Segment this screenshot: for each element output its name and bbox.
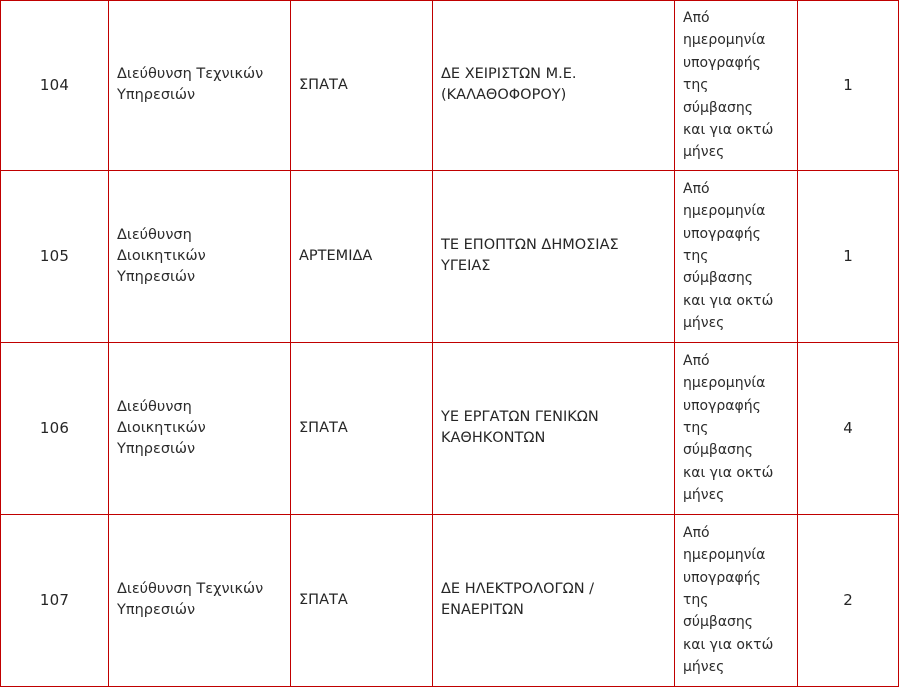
table-row bbox=[1, 1, 899, 171]
row-department: Διεύθυνση Διοικητικών Υπηρεσιών bbox=[109, 170, 291, 342]
duration-line: ημερομηνία bbox=[683, 32, 766, 49]
duration-line: μήνες bbox=[683, 487, 725, 504]
duration-line: ημερομηνία bbox=[683, 375, 766, 392]
row-code: 104 bbox=[1, 1, 109, 171]
row-specialty: ΥΕ ΕΡΓΑΤΩΝ ΓΕΝΙΚΩΝ ΚΑΘΗΚΟΝΤΩΝ bbox=[433, 342, 675, 514]
row-positions: 4 bbox=[798, 342, 899, 514]
row-duration bbox=[675, 342, 798, 514]
duration-line: Από bbox=[683, 10, 710, 26]
duration-line: σύμβασης bbox=[683, 614, 754, 631]
duration-line: και για οκτώ bbox=[683, 464, 774, 481]
row-specialty: ΔΕ ΗΛΕΚΤΡΟΛΟΓΩΝ / ΕΝΑΕΡΙΤΩΝ bbox=[433, 514, 675, 686]
row-location: ΣΠΑΤΑ bbox=[291, 514, 433, 686]
row-department: Διεύθυνση Διοικητικών Υπηρεσιών bbox=[109, 342, 291, 514]
duration-line: και για οκτώ bbox=[683, 292, 774, 309]
row-department: Διεύθυνση Τεχνικών Υπηρεσιών bbox=[109, 1, 291, 171]
row-location: ΣΠΑΤΑ bbox=[291, 342, 433, 514]
duration-line: μήνες bbox=[683, 659, 725, 676]
duration-line: και για οκτώ bbox=[683, 121, 774, 138]
table-row bbox=[1, 342, 899, 514]
row-positions: 1 bbox=[798, 1, 899, 171]
row-location: ΣΠΑΤΑ bbox=[291, 1, 433, 171]
duration-line: Από bbox=[683, 524, 710, 541]
row-code: 106 bbox=[1, 342, 109, 514]
table-row bbox=[1, 170, 899, 342]
row-positions: 1 bbox=[798, 170, 899, 342]
row-specialty: ΔΕ ΧΕΙΡΙΣΤΩΝ Μ.Ε. (ΚΑΛΑΘΟΦΟΡΟΥ) bbox=[433, 1, 675, 171]
duration-line: υπογραφής bbox=[683, 54, 761, 71]
duration-line: της bbox=[683, 248, 709, 265]
row-duration bbox=[675, 1, 798, 171]
duration-line: σύμβασης bbox=[683, 99, 754, 116]
duration-line: σύμβασης bbox=[683, 442, 754, 459]
duration-line: μήνες bbox=[683, 315, 725, 332]
duration-line: σύμβασης bbox=[683, 270, 754, 287]
duration-line: ημερομηνία bbox=[683, 547, 766, 564]
duration-line: της bbox=[683, 592, 709, 609]
row-duration bbox=[675, 170, 798, 342]
row-specialty: ΤΕ ΕΠΟΠΤΩΝ ΔΗΜΟΣΙΑΣ ΥΓΕΙΑΣ bbox=[433, 170, 675, 342]
duration-line: Από bbox=[683, 180, 710, 197]
row-location: ΑΡΤΕΜΙΔΑ bbox=[291, 170, 433, 342]
duration-line: υπογραφής bbox=[683, 569, 761, 586]
duration-line: της bbox=[683, 77, 709, 94]
duration-line: υπογραφής bbox=[683, 225, 761, 242]
duration-line: ημερομηνία bbox=[683, 203, 766, 220]
duration-line: της bbox=[683, 420, 709, 437]
row-code: 107 bbox=[1, 514, 109, 686]
duration-line: μήνες bbox=[683, 144, 725, 161]
row-department: Διεύθυνση Τεχνικών Υπηρεσιών bbox=[109, 514, 291, 686]
row-duration bbox=[675, 514, 798, 686]
duration-line: και για οκτώ bbox=[683, 636, 774, 653]
row-code: 105 bbox=[1, 170, 109, 342]
duration-line: Από bbox=[683, 352, 710, 369]
table-row bbox=[1, 514, 899, 686]
row-positions: 2 bbox=[798, 514, 899, 686]
duration-line: υπογραφής bbox=[683, 397, 761, 414]
